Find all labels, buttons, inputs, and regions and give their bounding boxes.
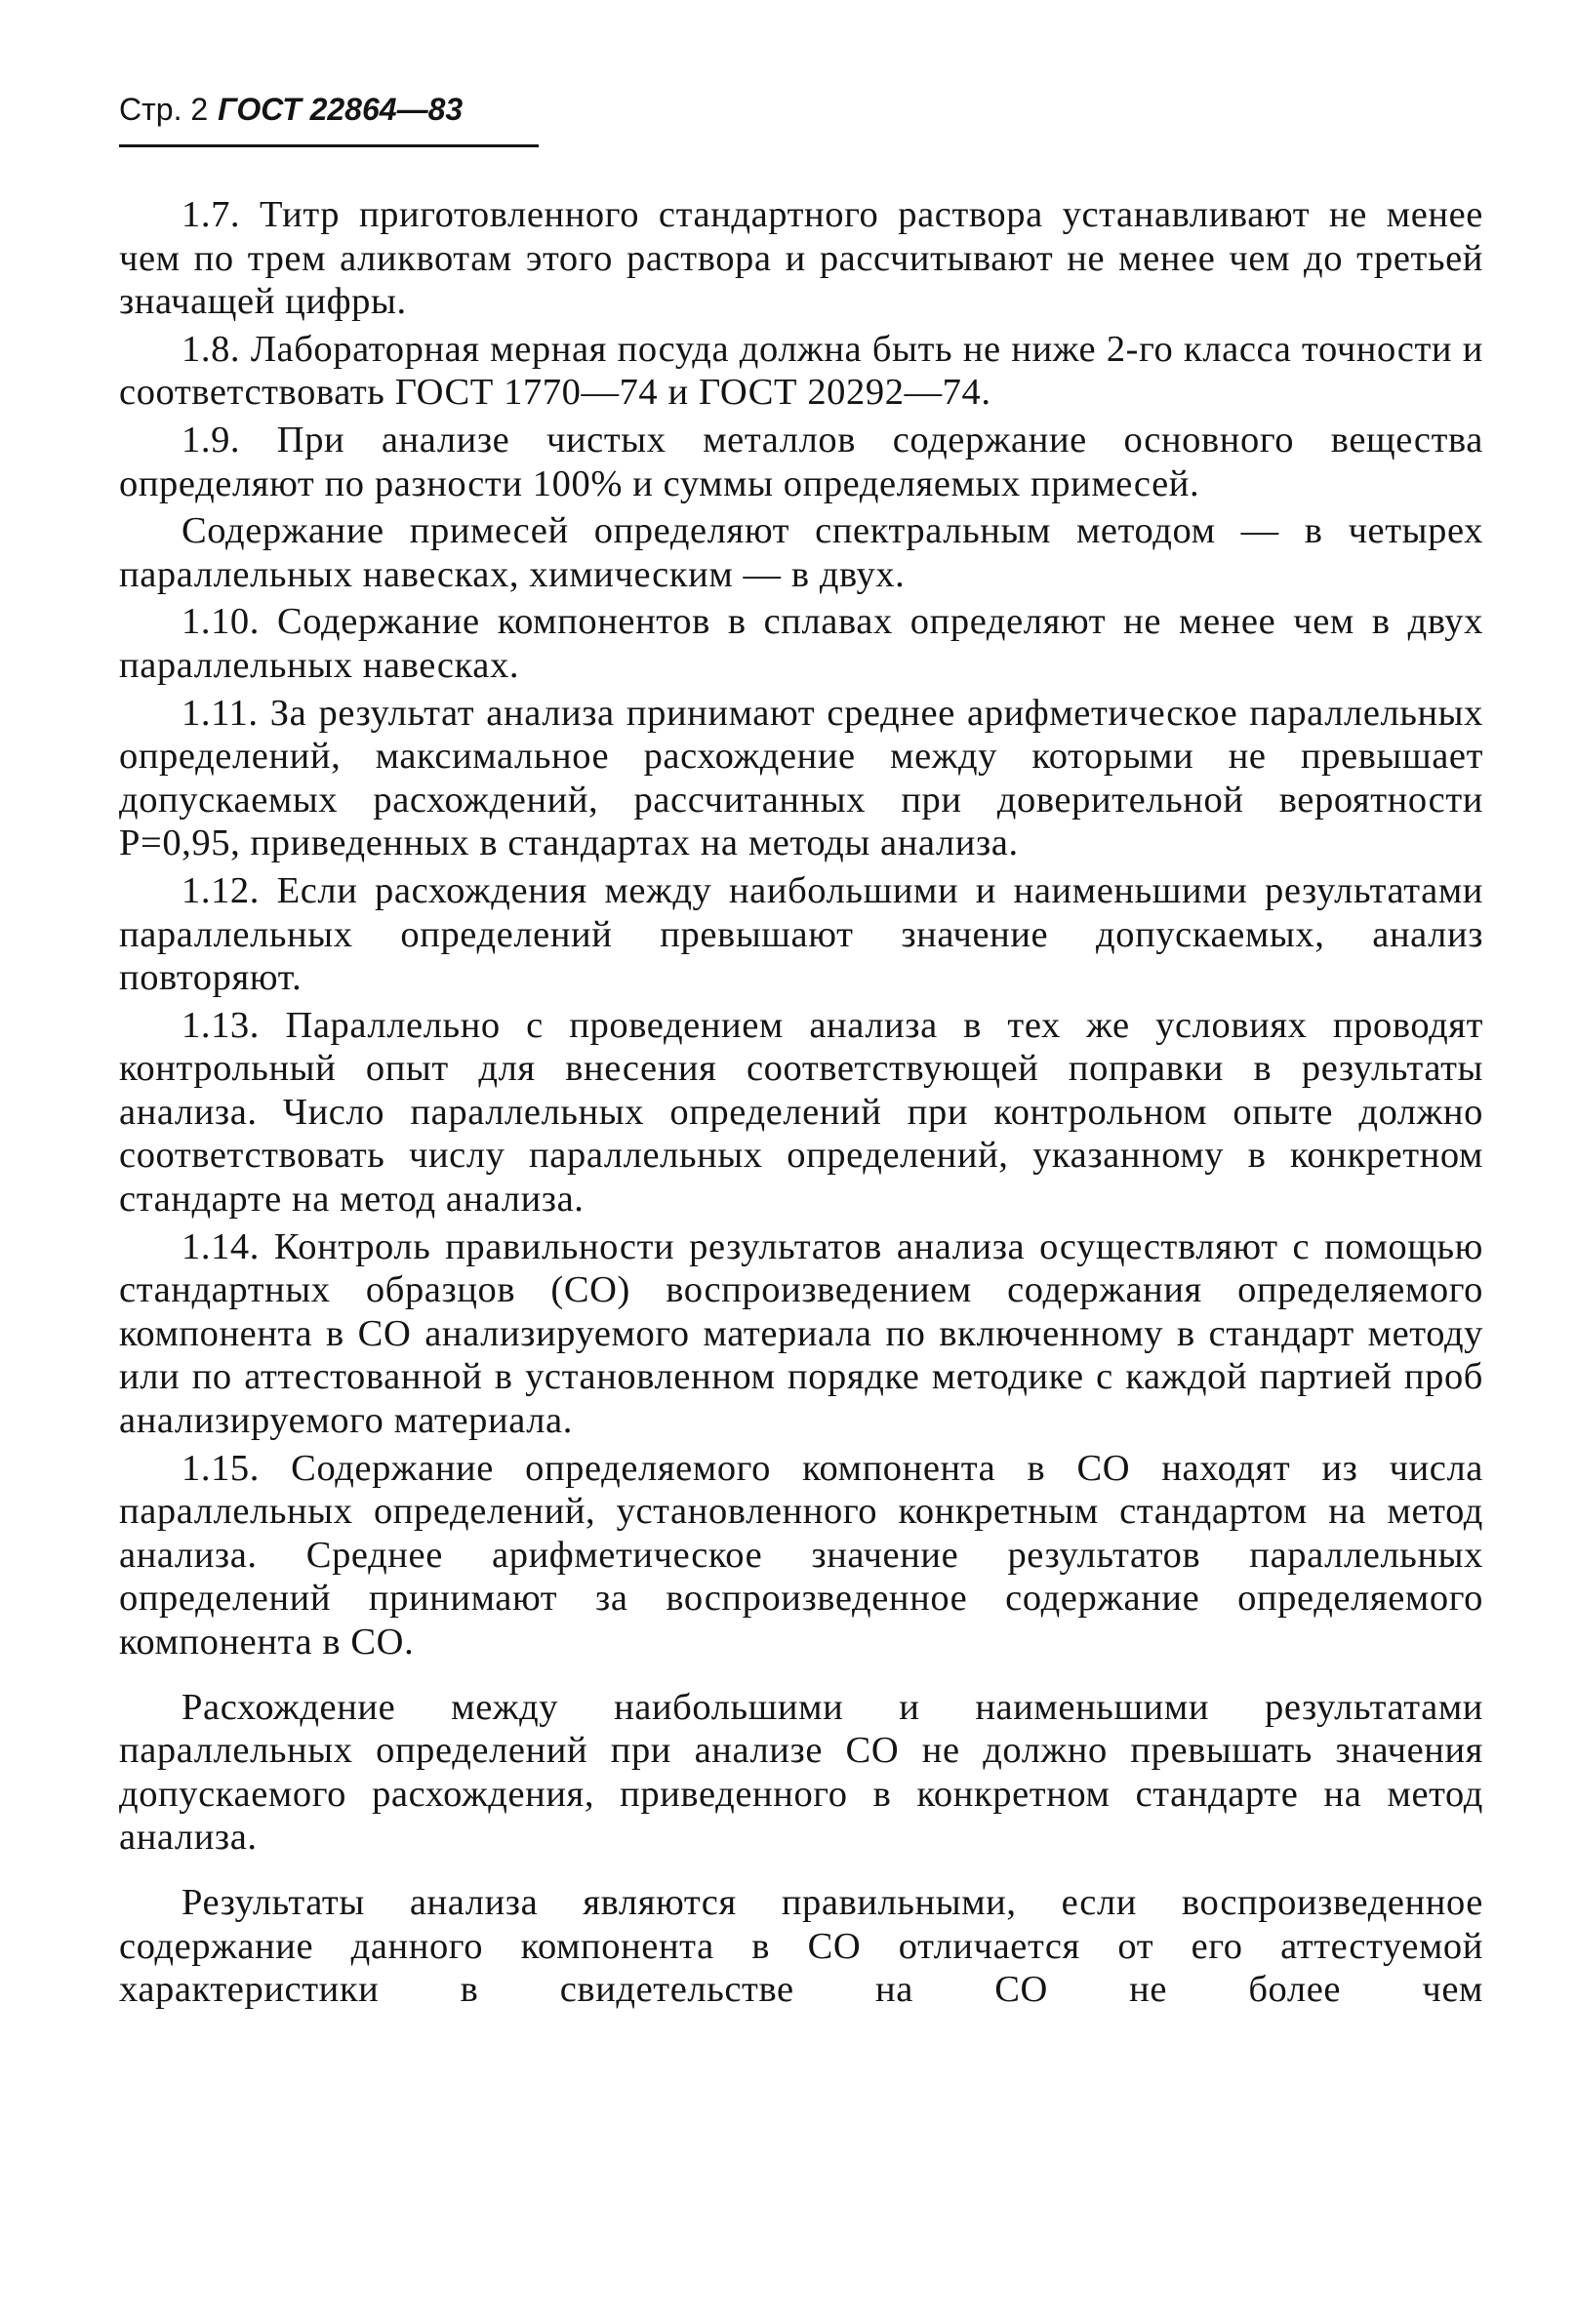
paragraph-1-13: 1.13. Параллельно с проведением анализа в тех же условиях проводят контрольный опыт для внесения соответствующей поправки в результаты анализа. Число параллельных определений при контрольном опыте должно соответствовать числу параллельных определений, указанному в конкретном стандарте на метод анализа. (119, 1004, 1483, 1221)
paragraph-1-15: 1.15. Содержание определяемого компонента в СО находят из числа параллельных определений, установленного конкретным стандартом на метод анализа. Среднее арифметическое значение результатов параллельных определений принимают за воспроизведенное содержание определяемого компонента в СО. (119, 1447, 1483, 1663)
paragraph-1-10: 1.10. Содержание компонентов в сплавах определяют не менее чем в двух параллельных навесках. (119, 601, 1483, 686)
paragraph-results: Результаты анализа являются правильными, если воспроизведенное содержание данного компонента в СО отличается от его аттестуемой характеристики в свидетельстве на СО не более чем (119, 1881, 1483, 2011)
paragraph-1-8: 1.8. Лабораторная мерная посуда должна быть не ниже 2-го класса точности и соответствовать ГОСТ 1770—74 и ГОСТ 20292—74. (119, 328, 1483, 414)
paragraph-1-14: 1.14. Контроль правильности результатов анализа осуществляют с помощью стандартных образцов (СО) воспроизведением содержания определяемого компонента в СО анализируемого материала по включенному в стандарт методу или по аттестованной в установленном порядке методике с каждой партией проб анализируемого материала. (119, 1225, 1483, 1442)
body-text (119, 193, 1483, 2016)
running-header (119, 82, 539, 147)
paragraph-1-12: 1.12. Если расхождения между наибольшими и наименьшими результатами параллельных определений превышают значение допускаемых, анализ повторяют. (119, 869, 1483, 999)
standard-designation: ГОСТ 22864—83 (218, 92, 464, 127)
paragraph-discrepancy: Расхождение между наибольшими и наименьшими результатами параллельных определений при анализе СО не должно превышать значения допускаемого расхождения, приведенного в конкретном стандарте на метод анализа. (119, 1686, 1483, 1859)
paragraph-1-9: 1.9. При анализе чистых металлов содержание основного вещества определяют по разности 100% и суммы определяемых примесей. (119, 419, 1483, 504)
paragraph-1-11: 1.11. За результат анализа принимают среднее арифметическое параллельных определений, максимальное расхождение между которыми не превышает допускаемых расхождений, рассчитанных при доверительной вероятности P=0,95, приведенных в стандартах на методы анализа. (119, 692, 1483, 864)
paragraph-impurities: Содержание примесей определяют спектральным методом — в четырех параллельных навесках, химическим — в двух. (119, 510, 1483, 595)
paragraph-1-7: 1.7. Титр приготовленного стандартного раствора устанавливают не менее чем по трем аликвотам этого раствора и рассчитывают не менее чем до третьей значащей цифры. (119, 194, 1483, 323)
page-number: Стр. 2 (119, 92, 209, 127)
